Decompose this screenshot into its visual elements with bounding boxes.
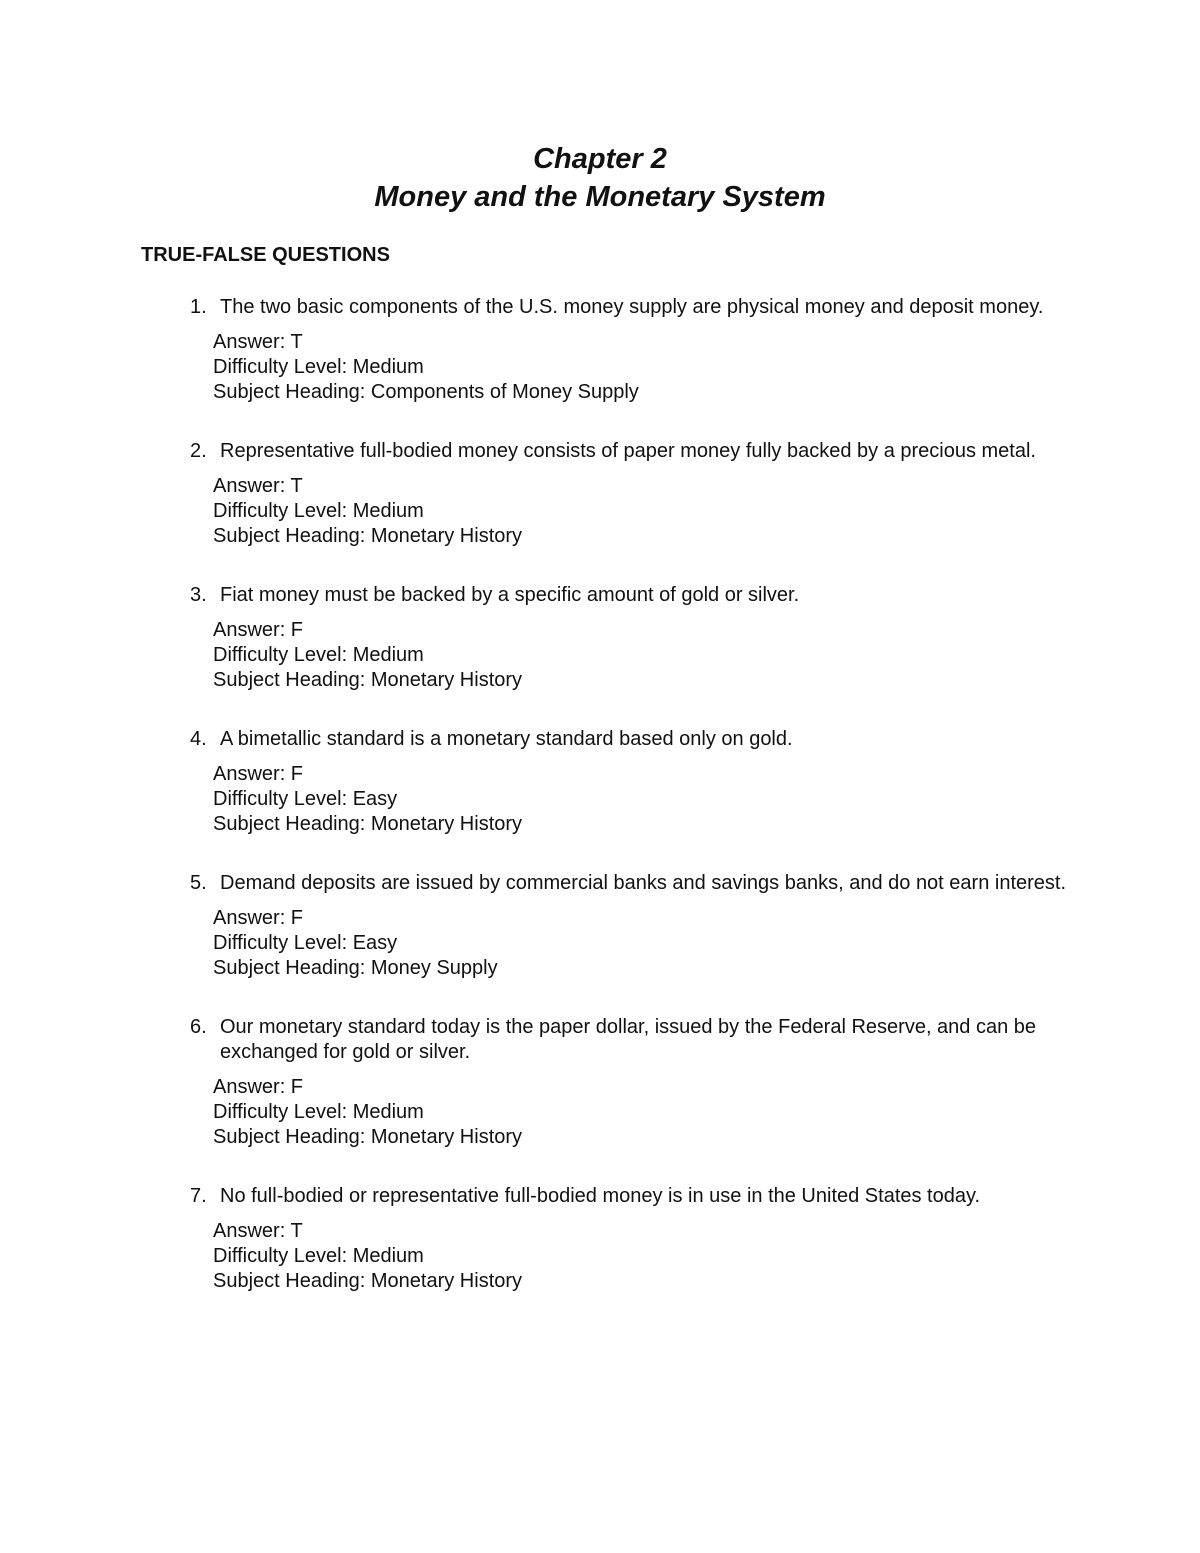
chapter-number: Chapter 2: [533, 143, 667, 175]
subject-line: Subject Heading: Monetary History: [213, 1126, 523, 1148]
question-meta: [190, 330, 1070, 405]
question-meta: [190, 618, 1070, 693]
question-meta: [190, 1075, 1070, 1150]
question-list: [190, 295, 1070, 1328]
question-item: [190, 1184, 1070, 1294]
section-heading: TRUE-FALSE QUESTIONS: [141, 244, 390, 266]
question-stem: [190, 295, 1070, 320]
question-stem: [190, 583, 1070, 608]
question-text: Representative full-bodied money consists of paper money fully backed by a precious metal.: [220, 440, 1036, 462]
answer-line: Answer: T: [213, 475, 303, 497]
chapter-title-block: [0, 140, 1200, 216]
question-stem: [190, 1015, 1070, 1065]
subject-line: Subject Heading: Money Supply: [213, 957, 498, 979]
question-item: [190, 439, 1070, 549]
question-text: Fiat money must be backed by a specific amount of gold or silver.: [220, 584, 800, 606]
subject-line: Subject Heading: Monetary History: [213, 525, 523, 547]
question-meta: [190, 906, 1070, 981]
subject-line: Subject Heading: Monetary History: [213, 669, 523, 691]
question-item: [190, 727, 1070, 837]
question-number: 4.: [190, 728, 207, 750]
answer-line: Answer: T: [213, 1220, 303, 1242]
question-text: Our monetary standard today is the paper dollar, issued by the Federal Reserve, and can be exchanged for gold or silver.: [220, 1016, 1037, 1063]
question-meta: [190, 762, 1070, 837]
answer-line: Answer: T: [213, 331, 303, 353]
difficulty-line: Difficulty Level: Medium: [213, 1101, 424, 1123]
answer-line: Answer: F: [213, 1076, 304, 1098]
question-stem: [190, 1184, 1070, 1209]
subject-line: Subject Heading: Components of Money Supply: [213, 381, 639, 403]
question-number: 7.: [190, 1185, 207, 1207]
question-text: Demand deposits are issued by commercial banks and savings banks, and do not earn interest.: [220, 872, 1067, 894]
question-stem: [190, 727, 1070, 752]
subject-line: Subject Heading: Monetary History: [213, 1270, 523, 1292]
question-item: [190, 871, 1070, 981]
question-item: [190, 1015, 1070, 1150]
difficulty-line: Difficulty Level: Medium: [213, 1245, 424, 1267]
question-text: No full-bodied or representative full-bodied money is in use in the United States today.: [220, 1185, 981, 1207]
question-meta: [190, 1219, 1070, 1294]
subject-line: Subject Heading: Monetary History: [213, 813, 523, 835]
question-number: 6.: [190, 1016, 207, 1038]
difficulty-line: Difficulty Level: Medium: [213, 500, 424, 522]
difficulty-line: Difficulty Level: Medium: [213, 644, 424, 666]
difficulty-line: Difficulty Level: Medium: [213, 356, 424, 378]
question-stem: [190, 439, 1070, 464]
question-number: 5.: [190, 872, 207, 894]
answer-line: Answer: F: [213, 763, 304, 785]
question-number: 3.: [190, 584, 207, 606]
question-item: [190, 295, 1070, 405]
question-text: A bimetallic standard is a monetary standard based only on gold.: [220, 728, 793, 750]
chapter-title: Money and the Monetary System: [374, 181, 826, 213]
answer-line: Answer: F: [213, 619, 304, 641]
question-number: 2.: [190, 440, 207, 462]
question-stem: [190, 871, 1070, 896]
question-text: The two basic components of the U.S. money supply are physical money and deposit money.: [220, 296, 1044, 318]
question-meta: [190, 474, 1070, 549]
difficulty-line: Difficulty Level: Easy: [213, 932, 398, 954]
question-item: [190, 583, 1070, 693]
answer-line: Answer: F: [213, 907, 304, 929]
difficulty-line: Difficulty Level: Easy: [213, 788, 398, 810]
question-number: 1.: [190, 296, 207, 318]
